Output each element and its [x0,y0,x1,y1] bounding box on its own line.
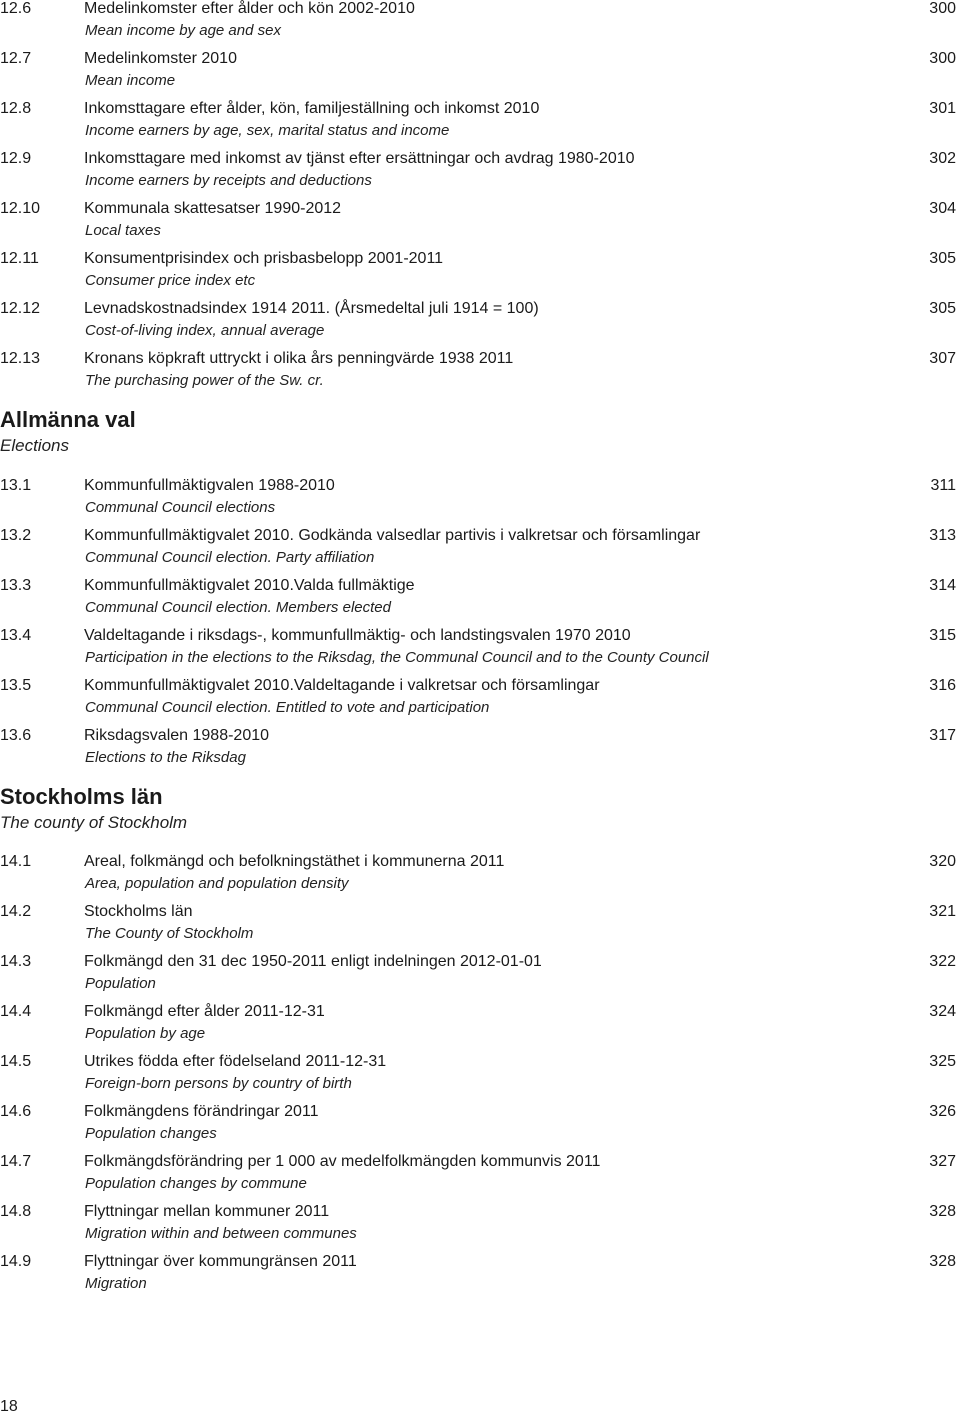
entry-page: 328 [929,1203,956,1220]
entry-number: 12.10 [0,200,41,217]
toc-entry [0,150,960,200]
entry-number: 13.1 [0,477,32,494]
section-subtitle: Elections [0,436,69,455]
entry-page: 327 [929,1153,956,1170]
toc-entry [0,250,960,300]
toc-entry [0,677,960,727]
entry-title-english: The purchasing power of the Sw. cr. [85,372,324,389]
entry-title-swedish: Kommunala skattesatser 1990-2012 [84,200,342,217]
entry-title-english: Income earners by receipts and deductions [85,172,372,189]
entry-title-swedish: Riksdagsvalen 1988-2010 [84,727,270,744]
entry-page: 307 [929,350,956,367]
entry-number: 12.6 [0,0,32,17]
entry-title-english: Local taxes [85,222,161,239]
toc-entry [0,0,960,50]
entry-title-english: Foreign-born persons by country of birth [85,1075,352,1092]
toc-entry [0,627,960,677]
entry-number: 14.1 [0,853,32,870]
entry-number: 12.11 [0,250,39,267]
toc-entry [0,1203,960,1253]
section-title: Stockholms län [0,784,163,809]
entry-title-swedish: Inkomsttagare efter ålder, kön, familjeställning och inkomst 2010 [84,100,540,117]
entry-page: 304 [929,200,956,217]
toc-entry [0,200,960,250]
entry-number: 14.8 [0,1203,32,1220]
entry-title-english: Mean income [85,72,176,89]
entry-number: 13.3 [0,577,32,594]
entry-number: 13.2 [0,527,32,544]
entry-number: 13.4 [0,627,32,644]
entry-title-english: Population [85,975,156,992]
entry-number: 12.7 [0,50,32,67]
entry-title-english: Communal Council elections [85,499,276,516]
entry-title-english: Communal Council election. Entitled to vote and participation [85,699,490,716]
entry-title-swedish: Kommunfullmäktigvalen 1988-2010 [84,477,335,494]
entry-number: 12.13 [0,350,41,367]
entry-title-english: Migration [85,1275,147,1292]
toc-entry [0,1103,960,1153]
entry-title-swedish: Valdeltagande i riksdags-, kommunfullmäktig- och landstingsvalen 1970 2010 [84,627,631,644]
toc-entry [0,100,960,150]
toc-entry [0,727,960,777]
entry-page: 311 [930,477,956,494]
entry-title-english: Mean income by age and sex [85,22,281,39]
entry-title-swedish: Areal, folkmängd och befolkningstäthet i kommunerna 2011 [84,853,505,870]
entry-title-swedish: Medelinkomster 2010 [84,50,237,67]
section-heading-stockholm-county [0,784,187,834]
entry-number: 14.9 [0,1253,32,1270]
entry-number: 14.2 [0,903,32,920]
entry-title-english: The County of Stockholm [85,925,254,942]
section-heading-elections [0,407,136,457]
toc-entry [0,350,960,400]
entry-page: 325 [929,1053,956,1070]
toc-entry [0,50,960,100]
entry-title-english: Population by age [85,1025,206,1042]
entry-title-swedish: Kronans köpkraft uttryckt i olika års penningvärde 1938 2011 [84,350,514,367]
toc-entry [0,1003,960,1053]
entry-page: 321 [929,903,956,920]
entry-title-swedish: Folkmängd efter ålder 2011-12-31 [84,1003,325,1020]
toc-entry [0,300,960,350]
entry-title-english: Migration within and between communes [85,1225,357,1242]
toc-entry [0,527,960,577]
entry-title-english: Cost-of-living index, annual average [85,322,325,339]
entry-page: 315 [929,627,956,644]
entry-page: 301 [929,100,956,117]
entry-number: 12.12 [0,300,41,317]
toc-entry [0,953,960,1003]
entry-number: 14.7 [0,1153,32,1170]
entry-title-swedish: Folkmängdens förändringar 2011 [84,1103,319,1120]
entry-title-english: Communal Council election. Members elected [85,599,391,616]
entry-title-english: Consumer price index etc [85,272,256,289]
entry-title-english: Elections to the Riksdag [85,749,246,766]
entry-page: 322 [929,953,956,970]
entry-page: 302 [929,150,956,167]
entry-number: 14.6 [0,1103,32,1120]
entry-page: 314 [929,577,956,594]
entry-title-english: Participation in the elections to the Riksdag, the Communal Council and to the County Council [85,649,709,666]
entry-title-swedish: Flyttningar mellan kommuner 2011 [84,1203,330,1220]
entry-page: 317 [929,727,956,744]
page-number: 18 [0,1398,18,1415]
entry-page: 316 [929,677,956,694]
entry-page: 313 [929,527,956,544]
entry-number: 12.9 [0,150,32,167]
entry-page: 328 [929,1253,956,1270]
section-subtitle: The county of Stockholm [0,813,188,832]
entry-page: 320 [929,853,956,870]
entry-title-english: Income earners by age, sex, marital status and income [85,122,450,139]
entry-title-english: Population changes [85,1125,217,1142]
entry-number: 14.3 [0,953,32,970]
entry-title-swedish: Utrikes födda efter födelseland 2011-12-31 [84,1053,387,1070]
toc-entry [0,1153,960,1203]
entry-title-english: Area, population and population density [85,875,349,892]
entry-title-swedish: Konsumentprisindex och prisbasbelopp 2001-2011 [84,250,444,267]
section-title: Allmänna val [0,407,136,432]
toc-entry [0,577,960,627]
entry-number: 13.6 [0,727,32,744]
entry-title-english: Population changes by commune [85,1175,307,1192]
entry-title-swedish: Stockholms län [84,903,193,920]
entry-page: 300 [929,50,956,67]
entry-number: 13.5 [0,677,32,694]
entry-title-swedish: Flyttningar över kommungränsen 2011 [84,1253,357,1270]
entry-page: 324 [929,1003,956,1020]
entry-number: 12.8 [0,100,32,117]
toc-entry [0,1253,960,1303]
entry-title-swedish: Levnadskostnadsindex 1914 2011. (Årsmedeltal juli 1914 = 100) [84,300,539,317]
entry-title-swedish: Folkmängd den 31 dec 1950-2011 enligt indelningen 2012-01-01 [84,953,542,970]
entry-page: 300 [929,0,956,17]
entry-page: 326 [929,1103,956,1120]
entry-title-swedish: Kommunfullmäktigvalet 2010.Valda fullmäktige [84,577,415,594]
entry-title-swedish: Medelinkomster efter ålder och kön 2002-2010 [84,0,415,17]
entry-title-swedish: Kommunfullmäktigvalet 2010.Valdeltagande i valkretsar och församlingar [84,677,600,694]
entry-title-swedish: Inkomsttagare med inkomst av tjänst efter ersättningar och avdrag 1980-2010 [84,150,635,167]
toc-entry [0,477,960,527]
entry-page: 305 [929,300,956,317]
entry-number: 14.4 [0,1003,32,1020]
entry-title-swedish: Kommunfullmäktigvalet 2010. Godkända valsedlar partivis i valkretsar och församlingar [84,527,701,544]
toc-entry [0,1053,960,1103]
entry-page: 305 [929,250,956,267]
toc-entry [0,853,960,903]
entry-title-english: Communal Council election. Party affiliation [85,549,375,566]
entry-title-swedish: Folkmängdsförändring per 1 000 av medelfolkmängden kommunvis 2011 [84,1153,601,1170]
toc-entry [0,903,960,953]
entry-number: 14.5 [0,1053,32,1070]
